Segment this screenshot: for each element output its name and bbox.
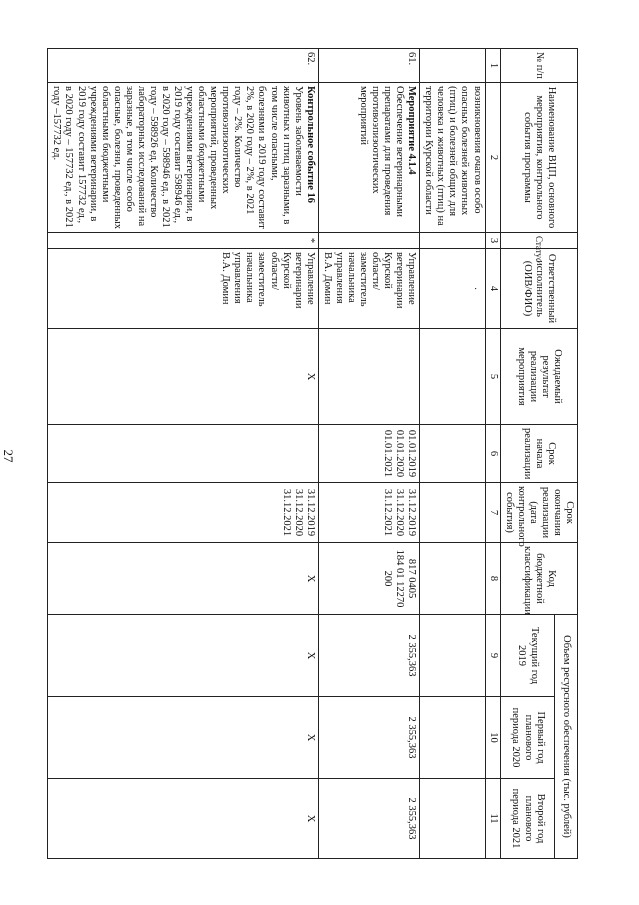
row-number: 61. [318, 49, 420, 83]
col-number: 5 [485, 329, 500, 425]
header-2019: Текущий год 2019 [500, 615, 555, 697]
row-2020: 2 355,363 [318, 697, 420, 779]
header-2021: Второй год планового периода 2021 [500, 779, 555, 859]
header-name: Наименование ВЦП, основного мероприятия, контрольного события программы [500, 83, 577, 233]
table-row [420, 49, 485, 859]
row-2020: Х [48, 697, 318, 779]
row-status: * [48, 233, 318, 249]
col-number: 3 [485, 233, 500, 249]
header-num: № п/п [500, 49, 577, 83]
header-end: Срок окончания реализации (дата контрольного события) [500, 483, 577, 543]
header-2020: Первый год планового периода 2020 [500, 697, 555, 779]
col-number: 1 [485, 49, 500, 83]
row-2021: 2 355,363 [318, 779, 420, 859]
program-table [47, 48, 578, 859]
row-text: Уровень заболеваемости животных и птиц заразными, в том числе опасными, болезнями в 2019 году составит 2%, в 2020 году – 2%, в 2021 году – 2%. Количество противоэпизоотических мероприятий, проведенных областными бюджетными учреждениями ветеринарии, в 2019 году составит 598946 ед., в 2020 году – 598946 ед., в 2021 году – 598926 ед. Количество лабораторных исследований на заразные, в том числе особо опасные, болезни, проведенных областными бюджетными учреждениями ветеринарии, в 2019 году составит 157732 ед., в 2020 году – 157732 ед., в 2021 году –157732 ед. [51, 86, 304, 229]
continuation-text: возникновения очагов особо опасных болезней животных (птиц) и болезней общих для человека и животных (птиц) на территории Курской области [420, 83, 485, 233]
row-end: 31.12.2019 31.12.2020 31.12.2021 [48, 483, 318, 543]
header-resources: Объем ресурсного обеспечения (тыс. рублей) [555, 615, 578, 859]
row-result: Х [48, 329, 318, 425]
row-2019: 2 355,363 [318, 615, 420, 697]
row-responsible: Управление ветеринарии Курской области/заместитель начальника управления В.А. Домин [48, 249, 318, 329]
col-number: 4 [485, 249, 500, 329]
row-kbk: Х [48, 543, 318, 615]
row-2021: Х [48, 779, 318, 859]
row-title: Мероприятие 4.1.4 [406, 86, 418, 175]
row-number: 62. [48, 49, 318, 83]
row-text: Обеспечение ветеринарными препаратами для проведения противоэпизоотических мероприятий [358, 86, 406, 217]
col-number: 9 [485, 615, 500, 697]
row-end: 31.12.2019 31.12.2020 31.12.2021 [318, 483, 420, 543]
col-number: 8 [485, 543, 500, 615]
row-kbk: 817 0405 184 01 12270 200 [318, 543, 420, 615]
column-number-row [485, 49, 500, 859]
row-result [318, 329, 420, 425]
row-start [48, 425, 318, 483]
col-number: 7 [485, 483, 500, 543]
continuation-responsible: . [420, 249, 485, 329]
page-number: 27 [1, 449, 16, 463]
row-start: 01.01.2019 01.01.2020 01.01.2021 [318, 425, 420, 483]
header-responsible: Ответственный исполнитель (ОИВ/ФИО) [500, 249, 577, 329]
col-number: 10 [485, 697, 500, 779]
header-kbk: Код бюджетной классификации [500, 543, 577, 615]
header-status: Статус [500, 233, 577, 249]
row-title: Контрольное событие 16 [304, 86, 316, 204]
rotated-table-wrapper [51, 48, 578, 858]
header-row [555, 49, 578, 859]
table-row [48, 49, 318, 859]
row-name [318, 83, 420, 233]
header-start: Срок начала реализации [500, 425, 577, 483]
col-number: 11 [485, 779, 500, 859]
col-number: 2 [485, 83, 500, 233]
table-row [318, 49, 420, 859]
col-number: 6 [485, 425, 500, 483]
row-responsible: Управление ветеринарии Курской области/заместитель начальника управления В.А. Домин [318, 249, 420, 329]
row-name [48, 83, 318, 233]
row-2019: Х [48, 615, 318, 697]
header-result: Ожидаемый результат реализации мероприятия [500, 329, 577, 425]
